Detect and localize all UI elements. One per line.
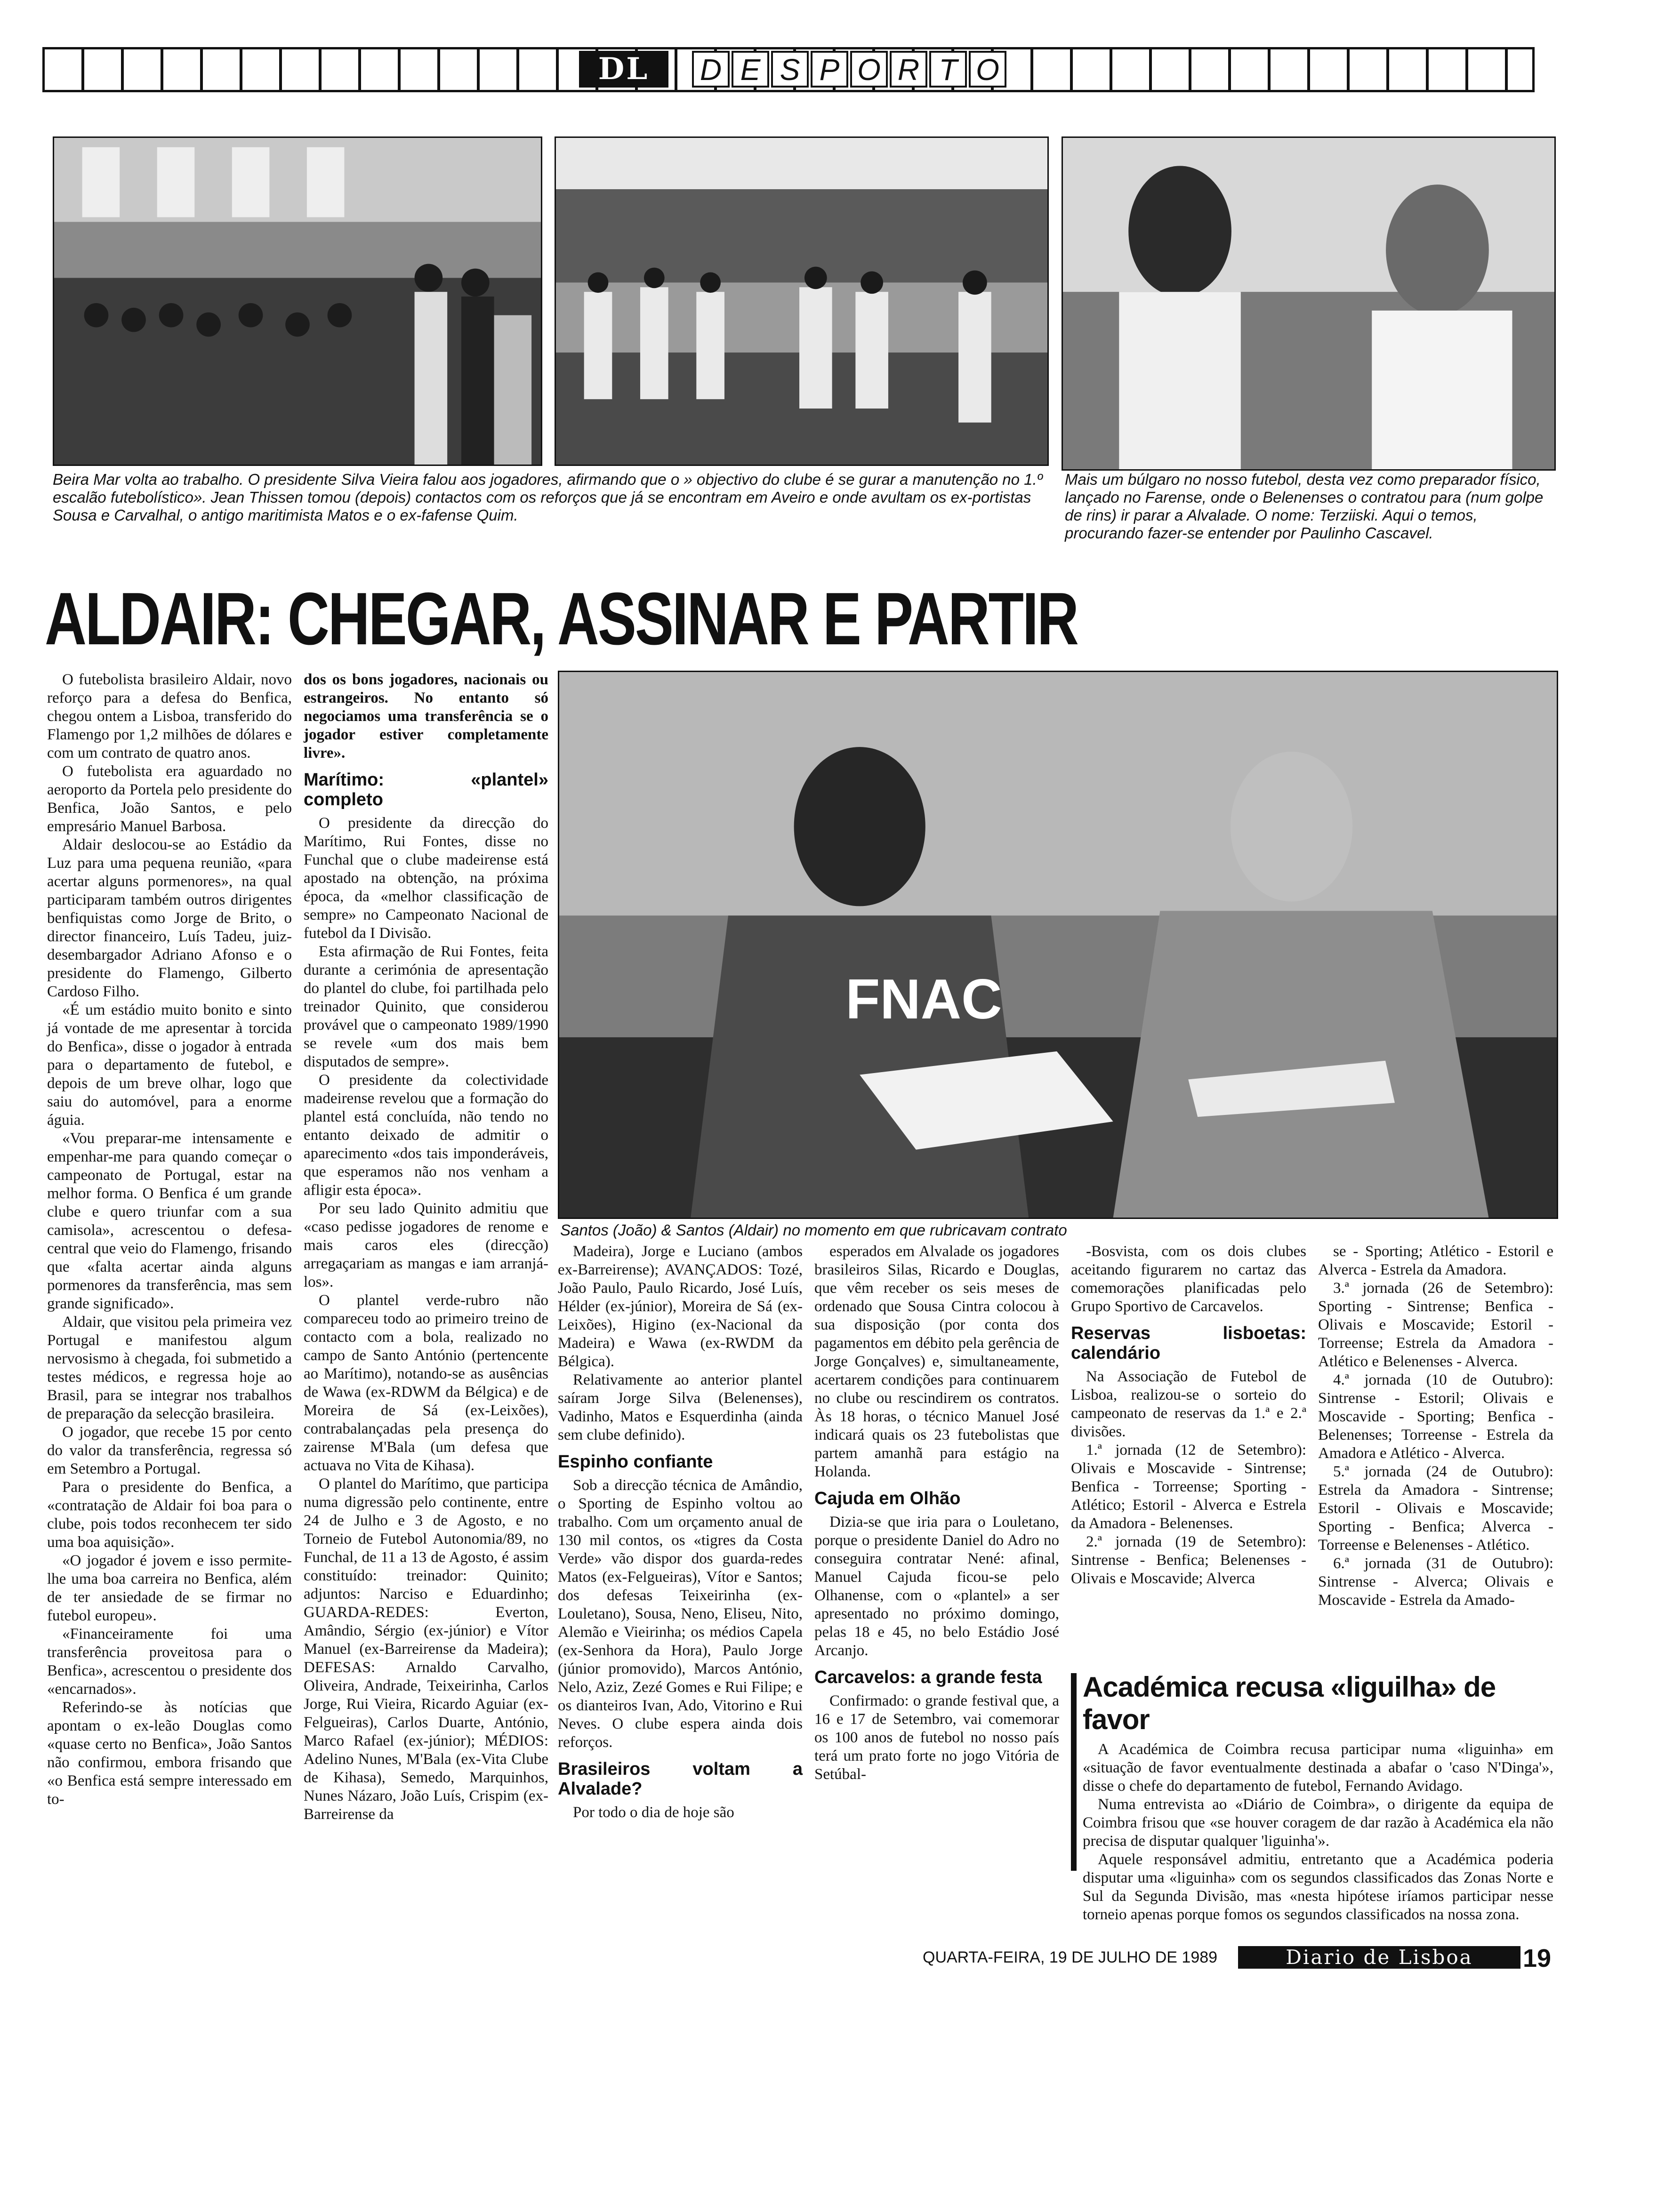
caption-contract: Santos (João) & Santos (Aldair) no momento em que rubricavam contrato xyxy=(560,1221,1067,1239)
col6-paragraph: 6.ª jornada (31 de Outubro): Sintrense - Alverca; Olivais e Moscavide - Estrela da Amado- xyxy=(1318,1555,1553,1609)
photo-contract-signing xyxy=(558,671,1558,1219)
section-letter: E xyxy=(732,51,769,88)
col6-paragraph: 4.ª jornada (10 de Outubro): Sintrense - Estoril; Olivais e Moscavide - Sporting; Benfica - Belenenses; Torreense - Estrela da Amadora e Atlético - Alverca. xyxy=(1318,1371,1553,1462)
academica-title: Académica recusa «liguilha» de favor xyxy=(1083,1671,1496,1735)
col6-paragraph: se - Sporting; Atlético - Estoril e Alverca - Estrela da Amadora. xyxy=(1318,1243,1553,1278)
col1-paragraph: O futebolista era aguardado no aeroporto da Portela pelo presidente do Benfica, João Santos, e pelo empresário Manuel Barbosa. xyxy=(47,763,292,835)
col5-paragraph: Na Associação de Futebol de Lisboa, realizou-se o sorteio do campeonato de reservas da 1.ª e 2.ª divisões. xyxy=(1071,1368,1306,1440)
section-letter: S xyxy=(771,51,809,88)
academica-paragraph: A Académica de Coimbra recusa participar numa «liguinha» em «situação de favor eventualmente destinada a abafar o 'caso N'Dinga'», disse o chefe do departamento de futebol, Fernando Avidago. xyxy=(1083,1741,1553,1795)
caption-bulgarian: Mais um búlgaro no nosso futebol, desta vez como preparador físico, lançado no Farense, onde o Belenenses o contratou para (num golpe de rins) ir parar a Alvalade. O nome: Terziiski. Aqui o temos, procurando fazer-se entender por Paulinho Cascavel. xyxy=(1065,471,1544,542)
col2-paragraph: O presidente da colectividade madeirense revelou que a formação do plantel está concluída, não tendo no entanto deixado de admitir o aparecimento «dos tais imponderáveis, que esperamos não nos venham a afligir esta época». xyxy=(304,1072,548,1199)
col1-paragraph: «Vou preparar-me intensamente e empenhar-me para quando começar o campeonato de Portugal, estar na melhor forma. O Benfica é um grande clube e quero triunfar com a sua camisola», acrescentou o defesa-central que veio do Flamengo, frisando que «falta acertar ainda alguns pormenores da transferência, mas sem grande significado». xyxy=(47,1130,292,1312)
subhead-maritimo: Marítimo: «plantel» completo xyxy=(304,770,548,809)
col2-paragraph: O plantel do Marítimo, que participa numa digressão pelo continente, entre 24 de Julho e 3 de Agosto, e no Torneio de Futebol Autonomia/89, no Funchal, de 11 a 13 de Agosto, é assim constituído: treinador: Quinito; adjuntos: Narciso e Eduardinho; GUARDA-REDES: Everton, Amândio, Sérgio (ex-júnior) e Vítor Manuel (ex-Barreirense da Madeira); DEFESAS: Arnaldo Carvalho, Oliveira, Andrade, Teixeirinha, Carlos Jorge, Rui Vieira, Ricardo Aguiar (ex-Felgueiras), Carlos Duarte, António, Marco Rafael (ex-júnior); MÉDIOS: Adelino Nunes, M'Bala (ex-Vita Clube de Kihasa), Semedo, Marquinhos, Nunes Názaro, João Luís, Crispim (ex-Barreirense da xyxy=(304,1475,548,1823)
section-letter: T xyxy=(929,51,967,88)
box-rule xyxy=(1071,1673,1077,1871)
col6-paragraph: 5.ª jornada (24 de Outubro): Estrela da Amadora - Sintrense; Estoril - Olivais e Moscavide; Sporting - Benfica; Alverca - Torreense e Belenenses - Atlético. xyxy=(1318,1463,1553,1554)
col3-paragraph: Madeira), Jorge e Luciano (ambos ex-Barreirense); AVANÇADOS: Tozé, João Paulo, Paulo Ricardo, José Luís, Hélder (ex-júnior), Moreira de Sá (ex-Leixões), Higino (ex-Nacional da Madeira) e Wawa (ex-RWDM da Bélgica). xyxy=(558,1243,803,1370)
headline: ALDAIR: CHEGAR, ASSINAR E PARTIR xyxy=(45,577,1078,660)
col1-paragraph: Para o presidente do Benfica, a «contratação de Aldair foi boa para o clube, pois todos reconhecem ter sido uma boa aquisição». xyxy=(47,1479,292,1551)
section-letter: P xyxy=(811,51,848,88)
col2-lead: dos os bons jogadores, nacionais ou estrangeiros. No entanto só negociamos uma transferência se o jogador estiver completamente livre». xyxy=(304,671,548,761)
col4-paragraph: esperados em Alvalade os jogadores brasileiros Silas, Ricardo e Douglas, que vêm receber os seis meses de ordenado que Sousa Cintra colocou à sua disposição (por conta dos pagamentos em débito pela gerência de Jorge Gonçalves) e, simultaneamente, acertarem condições para continuarem no clube ou rescindirem os contratos. Às 18 horas, o técnico Manuel José indicará quais os 23 futebolistas que partem amanhã para estágio na Holanda. xyxy=(814,1243,1059,1480)
article-column-4 xyxy=(814,1242,1059,1784)
col2-paragraph: O presidente da direcção do Marítimo, Rui Fontes, disse no Funchal que o clube madeirense está apostado na obtenção, na próxima época, da «melhor classificação de sempre» no Campeonato Nacional de futebol da I Divisão. xyxy=(304,815,548,942)
article-column-5 xyxy=(1071,1242,1306,1588)
academica-box xyxy=(1083,1671,1553,1924)
col2-paragraph: Por seu lado Quinito admitiu que «caso pedisse jogadores de renome e mais caros eles (direcção) arregaçariam as mangas e iam arranjá-los». xyxy=(304,1200,548,1290)
subhead-carcavelos: Carcavelos: a grande festa xyxy=(814,1667,1042,1687)
col1-paragraph: Referindo-se às notícias que apontam o ex-leão Douglas como «quase certo no Benfica», João Santos não confirmou, embora frisando que «o Benfica está sempre interessado em to- xyxy=(47,1699,292,1808)
col1-paragraph: O jogador, que recebe 15 por cento do valor da transferência, regressa só em Setembro a Portugal. xyxy=(47,1424,292,1477)
col4-paragraph: Confirmado: o grande festival que, a 16 e 17 de Setembro, vai comemorar os 100 anos de futebol no nosso país terá um prato forte no jogo Vitória de Setúbal- xyxy=(814,1692,1059,1783)
article-column-6 xyxy=(1318,1242,1553,1610)
newspaper-logo: DL xyxy=(579,51,668,88)
section-letter: O xyxy=(969,51,1006,88)
article-column-1 xyxy=(47,671,292,1809)
col1-paragraph: O futebolista brasileiro Aldair, novo reforço para a defesa do Benfica, chegou ontem a Lisboa, transferido do Flamengo por 1,2 milhões de dólares e com um contrato de quatro anos. xyxy=(47,671,292,761)
academica-paragraph: Numa entrevista ao «Diário de Coimbra», o dirigente da equipa de Coimbra frisou que «se houver coragem de dar razão à Académica ela não precisa de disputar qualquer 'liguinha'». xyxy=(1083,1796,1553,1850)
shirt-sponsor-text: FNAC xyxy=(845,968,1002,1031)
article-column-3 xyxy=(558,1242,803,1822)
subhead-brasileiros: Brasileiros voltam a Alvalade? xyxy=(558,1759,803,1799)
col2-paragraph: Esta afirmação de Rui Fontes, feita durante a cerimónia de apresentação do plantel do clube, foi partilhada pelo treinador Quinito, que considerou provável que o campeonato 1989/1990 se revele «um dos mais bem disputados de sempre». xyxy=(304,943,548,1070)
photo-beira-mar-field xyxy=(555,136,1049,466)
col3-paragraph: Sob a direcção técnica de Amândio, o Sporting de Espinho voltou ao trabalho. Com um orçamento anual de 130 mil contos, os «tigres da Costa Verde» vão dispor dos guarda-redes Matos (ex-Felgueiras), Vítor e Santos; dos defesas Teixeirinha (ex-Louletano), Sousa, Neno, Eliseu, Nito, Alemão e Vieirinha; os médios Capela (ex-Senhora da Hora), Paulo Jorge (júnior promovido), Marcos António, Nelo, Aziz, Zezé Gomes e Rui Filipe; e os dianteiros Ivan, Ado, Vitorino e Rui Neves. O clube espera ainda dois reforços. xyxy=(558,1477,803,1751)
photo-bulgarian-trainer xyxy=(1062,136,1556,471)
subhead-espinho: Espinho confiante xyxy=(558,1452,713,1472)
caption-beira-mar: Beira Mar volta ao trabalho. O presidente Silva Vieira falou aos jogadores, afirmando que o » objectivo do clube é se gurar a manutenção no 1.º escalão futebolístico». Jean Thissen tomou (depois) contactos com os reforços que já se encontram em Aveiro e onde avultam os ex-portistas Sousa e Carvalhal, o antigo maritimista Matos e o ex-fafense Quim. xyxy=(53,471,1043,524)
photo-beira-mar-meeting xyxy=(53,136,542,466)
page-number: 19 xyxy=(1523,1944,1552,1972)
col2-paragraph: O plantel verde-rubro não compareceu todo ao primeiro treino de contacto com a bola, realizado no campo de Santo António (pertencente ao Marítimo), notando-se as ausências de Wawa (ex-RDWM da Bélgica) e de Moreira de Sá (ex-Leixões), contrabalançadas pela presença do zairense M'Bala (um defesa que actuava no Vita de Kihasa). xyxy=(304,1292,548,1474)
academica-paragraph: Aquele responsável admitiu, entretanto que a Académica poderia disputar uma «liguinha» com os segundos classificados das Zonas Norte e Sul da Segunda Divisão, mas «nesta hipótese iríamos participar nesse torneio apenas porque fomos os segundos classificados na nossa zona. xyxy=(1083,1851,1553,1923)
section-letter: D xyxy=(692,51,730,88)
subhead-cajuda: Cajuda em Olhão xyxy=(814,1489,961,1508)
article-column-2 xyxy=(304,671,548,1824)
section-letter: R xyxy=(890,51,927,88)
col1-paragraph: Aldair, que visitou pela primeira vez Portugal e manifestou algum nervosismo à chegada, foi submetido a testes médicos, e regressa hoje ao Brasil, para se integrar nos trabalhos de preparação da selecção brasileira. xyxy=(47,1314,292,1422)
subhead-reservas: Reservas lisboetas: calendário xyxy=(1071,1323,1306,1363)
col1-paragraph: Aldair deslocou-se ao Estádio da Luz para uma pequena reunião, «para acertar alguns pormenores», na qual participaram também outros dirigentes benfiquistas como Jorge de Brito, o director financeiro, Luís Tadeu, juiz-desembargador Adriano Afonso e o presidente do Flamengo, Gilberto Cardoso Filho. xyxy=(47,836,292,1000)
col3-paragraph: Relativamente ao anterior plantel saíram Jorge Silva (Belenenses), Vadinho, Matos e Esquerdinha (ainda sem clube definido). xyxy=(558,1371,803,1443)
footer-date: QUARTA-FEIRA, 19 DE JULHO DE 1989 xyxy=(923,1948,1218,1966)
col5-paragraph: 1.ª jornada (12 de Setembro): Olivais e Moscavide - Sintrense; Benfica - Torreense; Sporting - Atlético; Estoril - Alverca e Estrela da Amadora - Belenenses. xyxy=(1071,1442,1306,1532)
section-letter: O xyxy=(850,51,888,88)
col1-paragraph: «Financeiramente foi uma transferência proveitosa para o Benfica», acrescentou o presidente dos «encarnados». xyxy=(47,1626,292,1698)
col4-paragraph: Dizia-se que iria para o Louletano, porque o presidente Daniel do Adro no conseguira contratar Nené: afinal, Manuel Cajuda ficou-se pelo Olhanense, com o «plantel» a ser apresentado no próximo domingo, pelas 18 e 45, no belo Estádio José Arcanjo. xyxy=(814,1514,1059,1659)
col5-paragraph: 2.ª jornada (19 de Setembro): Sintrense - Benfica; Belenenses - Olivais e Moscavide; Alverca xyxy=(1071,1533,1306,1587)
col3-tail: Por todo o dia de hoje são xyxy=(573,1804,734,1821)
col5-paragraph: -Bosvista, com os dois clubes aceitando figurarem no cartaz das comemorações planificadas pelo Grupo Sportivo de Carcavelos. xyxy=(1071,1243,1306,1315)
footer-paper-name: Diario de Lisboa xyxy=(1238,1946,1520,1969)
col6-paragraph: 3.ª jornada (26 de Setembro): Sporting - Sintrense; Benfica - Olivais e Moscavide; Estoril - Torreense; Estrela da Amadora - Atlético e Belenenses - Alverca. xyxy=(1318,1280,1553,1370)
col1-paragraph: «O jogador é jovem e isso permite-lhe uma boa carreira no Benfica, além de ter ansiedade de se firmar no futebol europeu». xyxy=(47,1552,292,1624)
col1-paragraph: «É um estádio muito bonito e sinto já vontade de me apresentar à torcida do Benfica», disse o jogador à entrada para o departamento de futebol, e depois de um breve olhar, logo que saiu do automóvel, para a enorme águia. xyxy=(47,1002,292,1129)
section-title xyxy=(692,51,1008,88)
